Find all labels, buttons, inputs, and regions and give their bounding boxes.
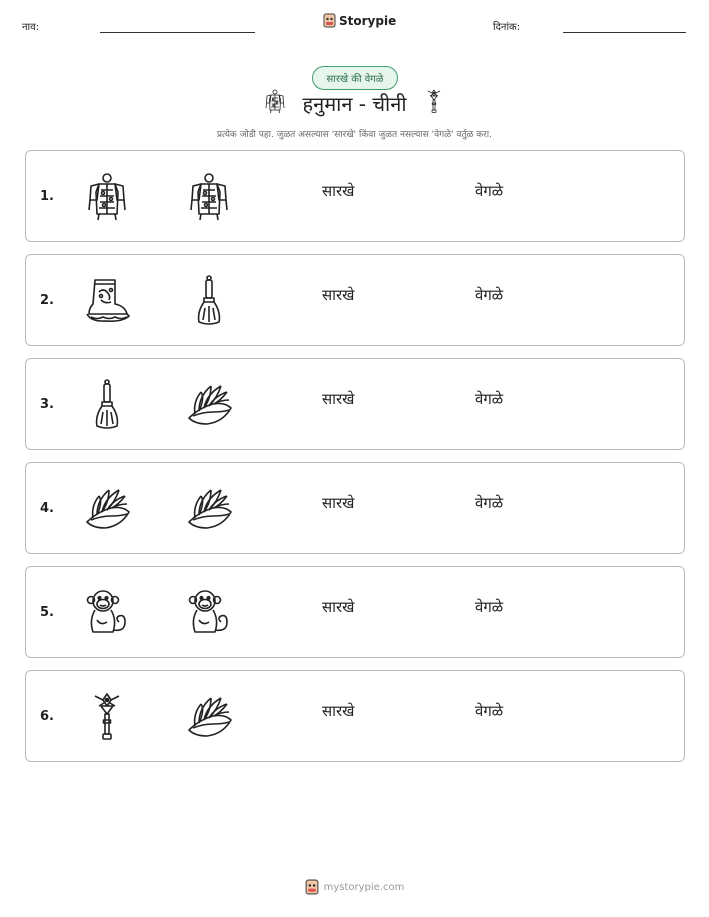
storypie-mascot-icon bbox=[305, 879, 319, 895]
option-different[interactable]: वेगळे bbox=[475, 182, 504, 200]
footer-url[interactable]: mystorypie.com bbox=[323, 881, 405, 893]
scepter-icon bbox=[81, 690, 133, 742]
question-row bbox=[25, 670, 685, 762]
name-field[interactable] bbox=[100, 32, 255, 33]
brush-icon bbox=[81, 378, 133, 430]
worksheet-type-badge: सारखे की वेगळे bbox=[312, 66, 398, 90]
question-row bbox=[25, 358, 685, 450]
date-field[interactable] bbox=[563, 32, 686, 33]
winged-headband-icon bbox=[81, 482, 133, 534]
option-same[interactable]: सारखे bbox=[322, 494, 355, 512]
armor-icon bbox=[262, 88, 288, 118]
winged-headband-icon bbox=[183, 482, 235, 534]
footer bbox=[0, 879, 709, 895]
question-row bbox=[25, 254, 685, 346]
name-label: नाव: bbox=[22, 22, 40, 33]
monkey-icon bbox=[183, 586, 235, 638]
winged-headband-icon bbox=[183, 690, 235, 742]
scepter-icon bbox=[421, 88, 447, 118]
winged-headband-icon bbox=[183, 378, 235, 430]
option-different[interactable]: वेगळे bbox=[475, 598, 504, 616]
storypie-logo bbox=[323, 13, 396, 28]
question-number: 2. bbox=[40, 292, 54, 308]
question-number: 5. bbox=[40, 604, 54, 620]
question-number: 3. bbox=[40, 396, 54, 412]
question-row bbox=[25, 566, 685, 658]
option-different[interactable]: वेगळे bbox=[475, 494, 504, 512]
option-same[interactable]: सारखे bbox=[322, 390, 355, 408]
date-label: दिनांक: bbox=[493, 22, 521, 33]
option-different[interactable]: वेगळे bbox=[475, 286, 504, 304]
option-same[interactable]: सारखे bbox=[322, 598, 355, 616]
question-number: 6. bbox=[40, 708, 54, 724]
boot-icon bbox=[81, 274, 133, 326]
title-row bbox=[0, 88, 709, 118]
option-same[interactable]: सारखे bbox=[322, 286, 355, 304]
option-same[interactable]: सारखे bbox=[322, 182, 355, 200]
option-different[interactable]: वेगळे bbox=[475, 390, 504, 408]
question-number: 4. bbox=[40, 500, 54, 516]
option-same[interactable]: सारखे bbox=[322, 702, 355, 720]
logo-text: Storypie bbox=[339, 13, 397, 28]
armor-icon bbox=[183, 170, 235, 222]
brush-icon bbox=[183, 274, 235, 326]
instructions: प्रत्येक जोडी पहा. जुळत असल्यास 'सारखे' किंवा जुळत नसल्यास 'वेगळे' वर्तुळ करा. bbox=[216, 130, 492, 140]
option-different[interactable]: वेगळे bbox=[475, 702, 504, 720]
question-row bbox=[25, 462, 685, 554]
page-title: हनुमान - चीनी bbox=[302, 91, 407, 116]
question-row bbox=[25, 150, 685, 242]
storypie-mascot-icon bbox=[323, 13, 336, 28]
monkey-icon bbox=[81, 586, 133, 638]
armor-icon bbox=[81, 170, 133, 222]
question-number: 1. bbox=[40, 188, 54, 204]
